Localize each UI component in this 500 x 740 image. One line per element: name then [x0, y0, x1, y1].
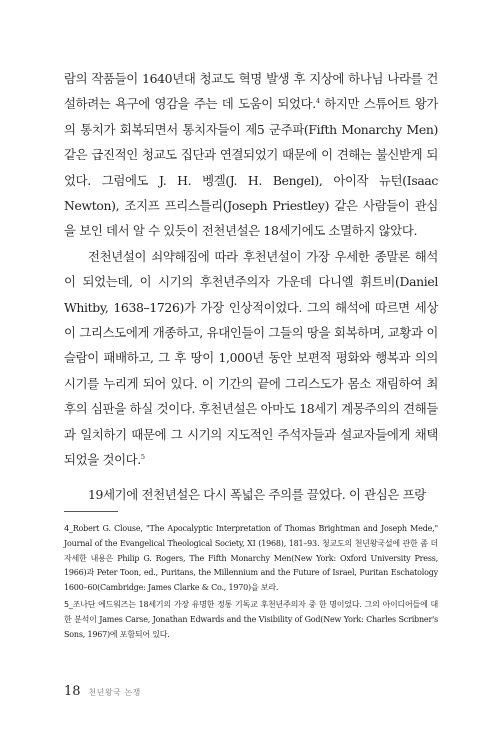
footnote-number: 5_: [64, 599, 73, 609]
paragraph-3-text: 19세기에 전천년설은 다시 폭넓은 주의를 끌었다. 이 관심은 프랑: [88, 486, 426, 502]
paragraph-1: [64, 66, 438, 244]
footnote-text: Robert G. Clouse, "The Apocalyptic Interpretation of Thomas Brightman and Joseph Mede," Journal of the Evangelical Theological Society, XI (1968), 181–93. 청교도의 천년왕국설에 관한 좀 더 자세한 내용은 Philip G. Rogers, The Fifth Monarchy Men(New York: Oxford University Press, 1966)과 Peter Toon, ed., Puritans, the Millennium and the Future of Israel, Puritan Eschatology 1600–60(Cambridge: James Clarke & Co., 1970)을 보라.: [64, 524, 438, 593]
footnote-4: [64, 522, 438, 596]
page-footer: [64, 684, 141, 699]
paragraph-1-text: 람의 작품들이 1640년대 청교도 혁명 발생 후 지상에 하나님 나라를 건설하려는 욕구에 영감을 주는 데 도움이 되었다.: [64, 71, 438, 112]
footnote-ref-4[interactable]: 4: [315, 97, 320, 106]
paragraph-2-text: 전천년설이 쇠약해짐에 따라 후천년설이 가장 우세한 종말론 해석이 되었는데, 이 시기의 후천년주의자 가운데 다니엘 휘트비(Daniel Whitby, 1638–1726)가 가장 인상적이었다. 그의 해석에 따르면 세상이 그리스도에게 개종하고, 유대인들이 그들의 땅을 회복하며, 교황과 이슬람이 패배하고, 그 후 땅이 1,000년 동안 보편적 평화와 행복과 의의 시기를 누리게 되어 있다. 이 기간의 끝에 그리스도가 몸소 재림하여 최후의 심판을 하실 것이다. 후천년설은 아마도 18세기 계몽주의의 견해들과 일치하기 때문에 그 시기의 지도적인 주석자들과 설교자들에게 채택되었을 것이다.: [64, 248, 438, 468]
paragraph-1-continuation: 하지만 스튜어트 왕가의 통치가 회복되면서 통치자들이 제5 군주파(Fifth Monarchy Men) 같은 급진적인 청교도 집단과 연결되었기 때문에 이 견해는 불신받게 되었다. 그럼에도 J. H. 벵겔(J. H. Bengel), 아이작 뉴턴(Isaac Newton), 조지프 프리스틀리(Joseph Priestley) 같은 사람들이 관심을 보인 데서 알 수 있듯이 전천년설은 18세기에도 소멸하지 않았다.: [64, 96, 439, 239]
footnotes: [64, 522, 438, 644]
body-text: [64, 66, 438, 507]
paragraph-2: [64, 244, 438, 473]
footnote-5: [64, 598, 438, 642]
footnote-ref-5[interactable]: 5: [140, 452, 145, 461]
footnote-divider: [64, 511, 118, 512]
footnote-number: 4_: [64, 524, 73, 533]
footnote-text: 조나단 에드워즈는 18세기의 가장 유명한 정통 기독교 후천년주의자 중 한 명이었다. 그의 아이디어들에 대한 분석이 James Carse, Jonathan Edwards and the Visibility of God(New York: Charles Scribner's Sons, 1967)에 포함되어 있다.: [64, 599, 438, 639]
paragraph-3: [64, 482, 438, 507]
running-title: 천년왕국 논쟁: [88, 688, 141, 697]
page-number: 18: [64, 684, 81, 699]
